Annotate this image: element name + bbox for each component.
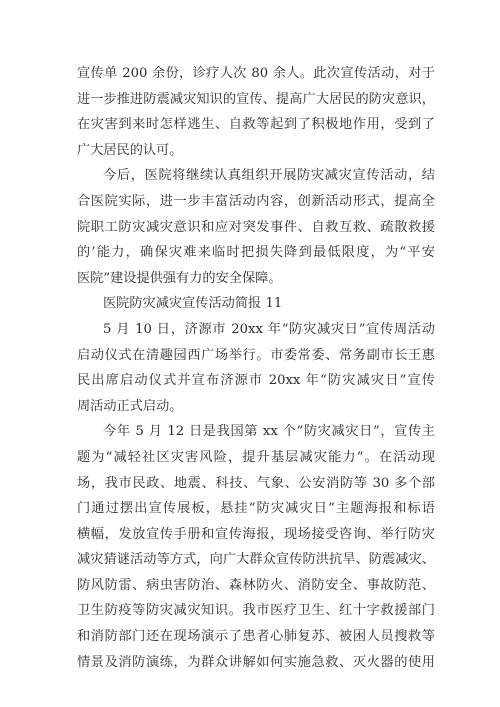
paragraph-3 [77,317,435,419]
text-line: 5 月 10 日，济源市 20xx 年“防灾减灾日”宣传周活动 [103,321,435,337]
section-title-text: 医院防灾减灾宣传活动简报 11 [103,296,283,312]
text-line: 院职工防灾减灾意识和应对突发事件、自救互救、疏散救援 [77,219,435,235]
text-line: 的’能力，确保灾难来临时把损失降到最低限度，为“平安 [77,245,435,261]
text-line: 横幅，发放宣传手册和宣传海报，现场接受咨询、举行防灾 [77,526,435,542]
text-line: 减灾猜谜活动等方式，向广大群众宣传防洪抗旱、防震减灾、 [77,552,435,568]
text-line: 进一步推进防震减灾知识的宣传、提高广大居民的防灾意识， [77,91,435,107]
text-line: 民出席启动仪式并宣布济源市 20xx 年“防灾减灾日”宣传 [77,373,435,389]
text-line: 在灾害到来时怎样逃生、自救等起到了积极地作用，受到了 [77,117,435,133]
paragraph-1 [77,61,435,163]
text-line: 合医院实际，进一步丰富活动内容，创新活动形式，提高全 [77,193,435,209]
section-title [77,291,435,317]
text-line: 今后，医院将继续认真组织开展防灾减灾宣传活动，结 [103,168,435,184]
text-line: 卫生防疫等防灾减灾知识。我市医疗卫生、红十字救援部门 [77,603,435,619]
document-page [77,61,435,675]
text-line: 医院”建设提供强有力的安全保障。 [77,270,282,286]
text-line: 门通过摆出宣传展板，悬挂“防灾减灾日”主题海报和标语 [77,501,435,517]
text-line: 今年 5 月 12 日是我国第 xx 个“防灾减灾日”，宣传主 [103,424,435,440]
text-line: 周活动正式启动。 [77,398,183,414]
text-line: 情景及消防演练，为群众讲解如何实施急救、灭火器的使用 [77,654,435,670]
text-line: 题为“减轻社区灾害风险，提升基层减灾能力”。在活动现 [77,449,435,465]
text-line: 宣传单 200 余份，诊疗人次 80 余人。此次宣传活动，对于 [77,66,435,81]
paragraph-2 [77,163,435,291]
text-line: 和消防部门还在现场演示了患者心肺复苏、被困人员搜救等 [77,629,435,645]
text-line: 防风防雷、病虫害防治、森林防火、消防安全、事故防范、 [77,577,435,593]
text-line: 广大居民的认可。 [77,142,183,158]
paragraph-4 [77,419,435,675]
text-line: 场，我市民政、地震、科技、气象、公安消防等 30 多个部 [77,475,435,491]
text-line: 启动仪式在清趣园西广场举行。市委常委、常务副市长王惠 [77,347,435,363]
